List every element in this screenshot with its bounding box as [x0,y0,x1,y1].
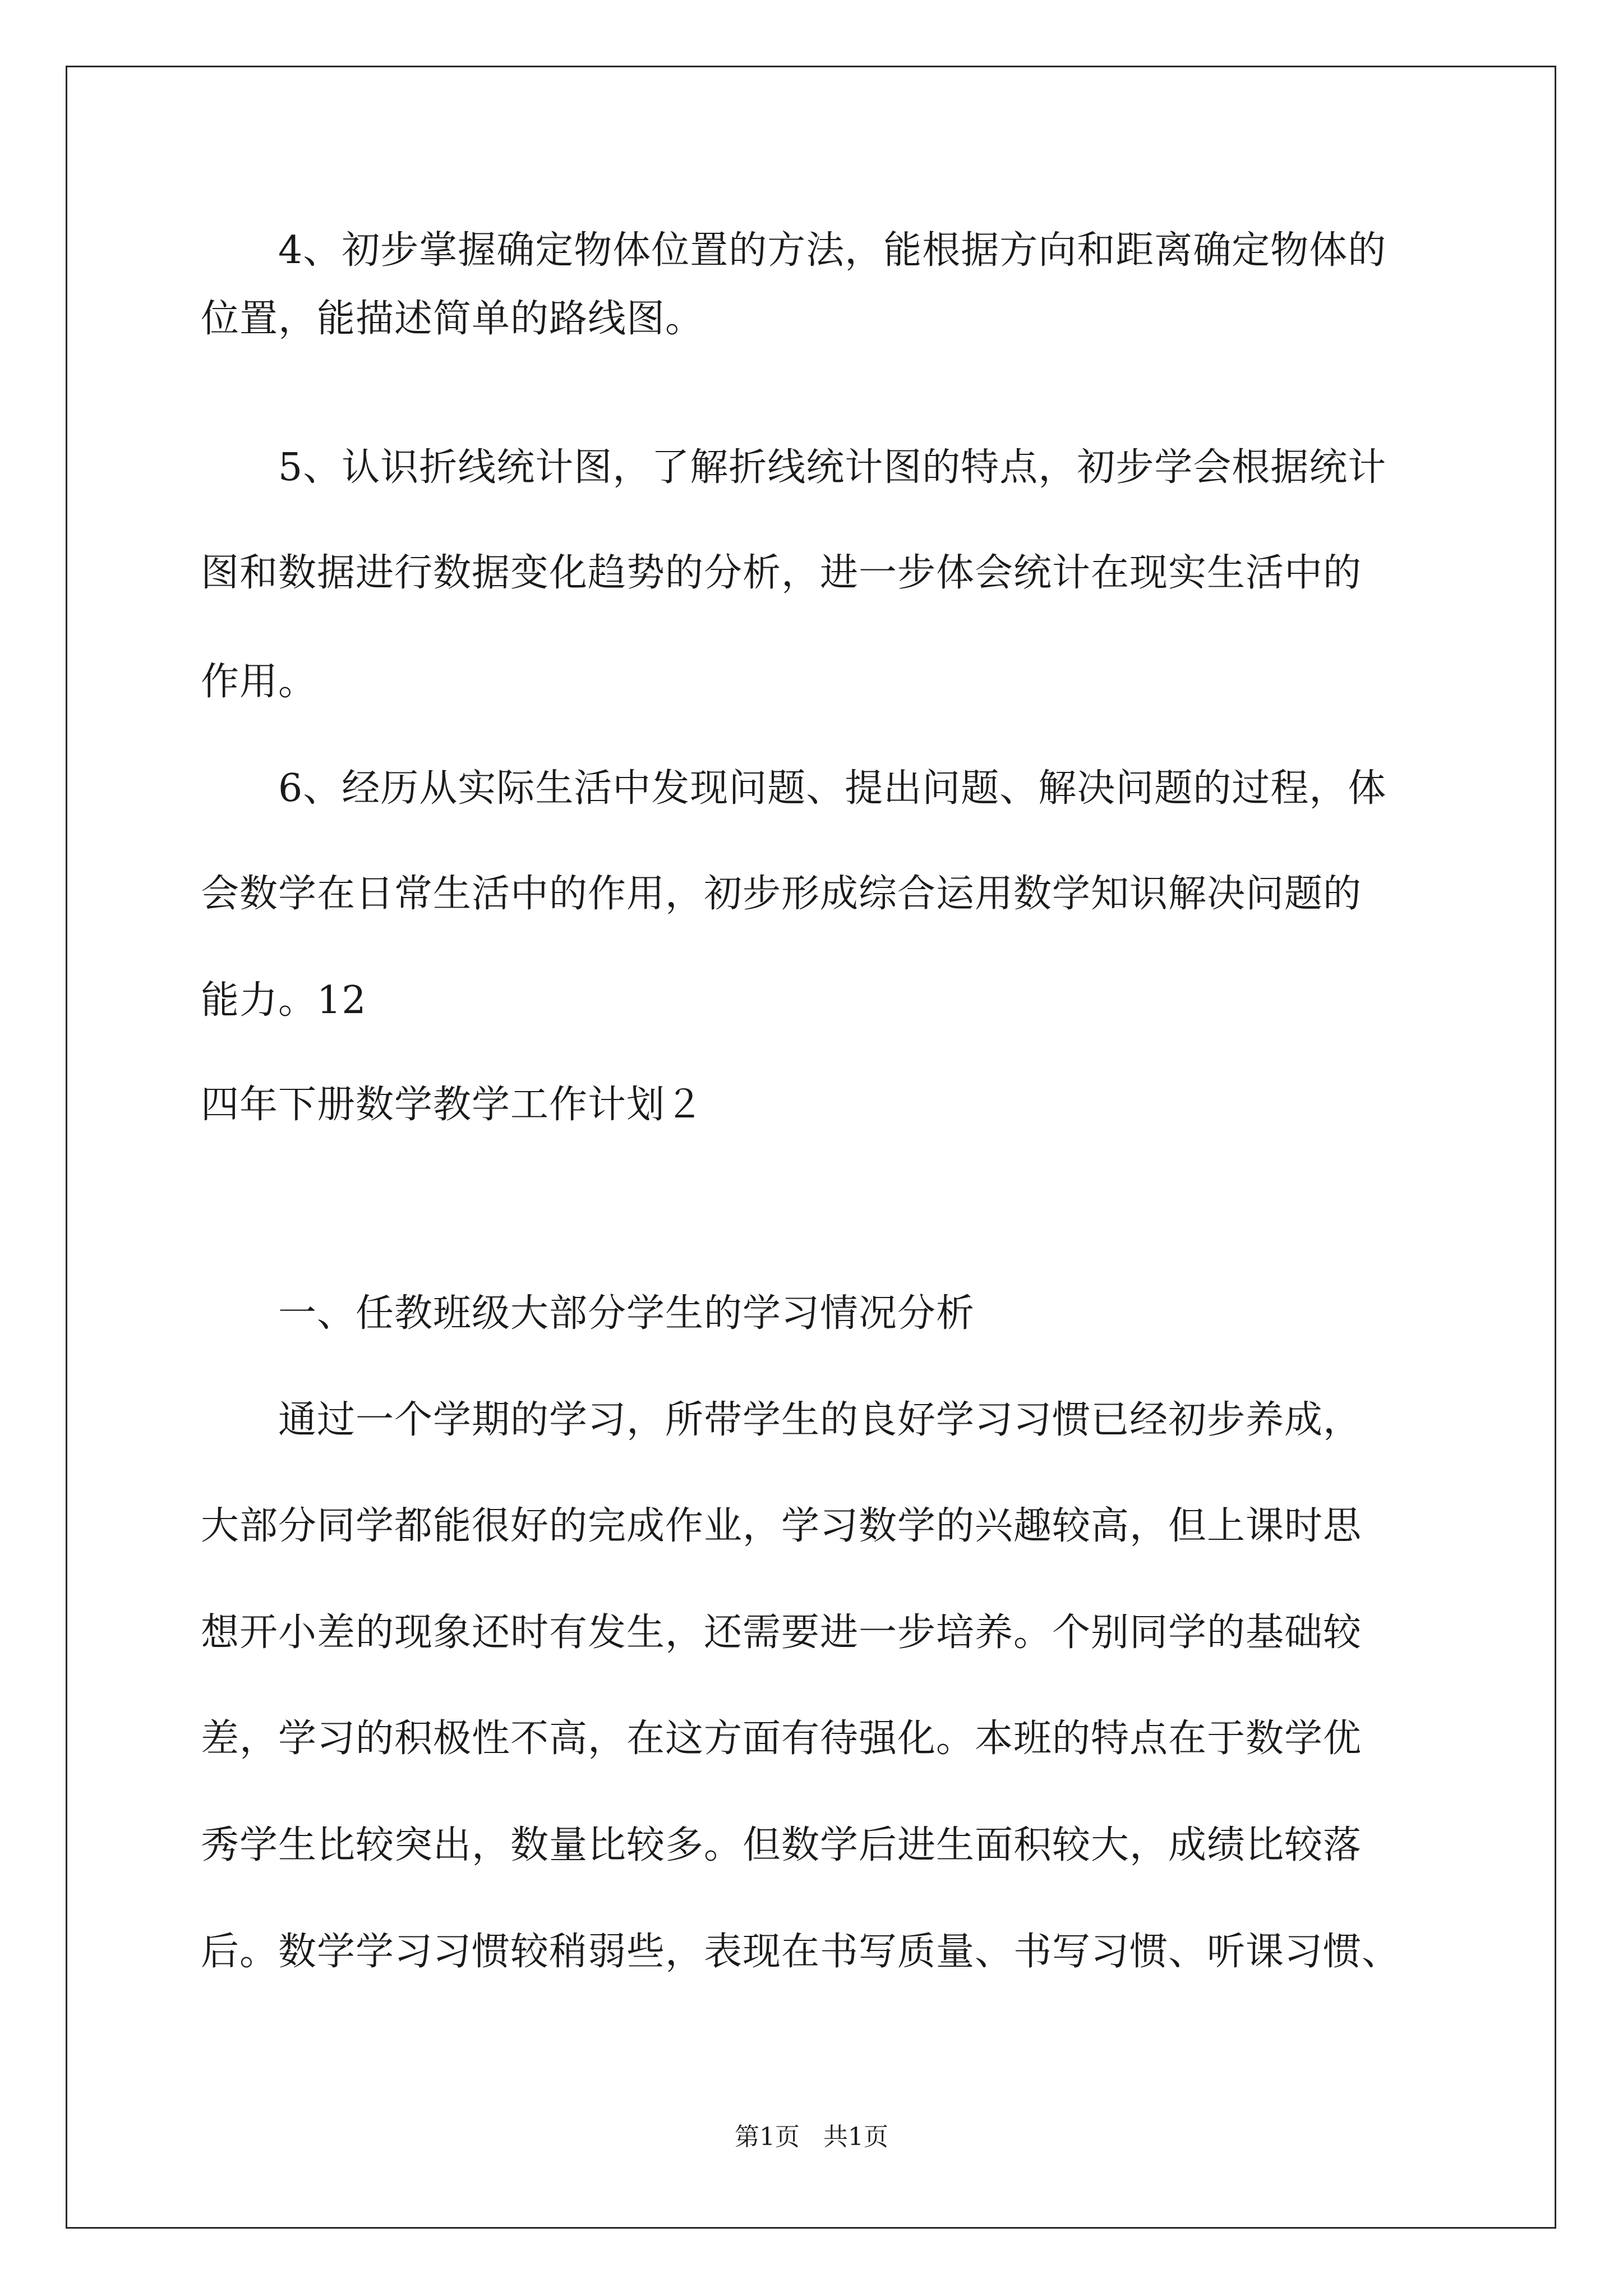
paragraph-7-line-1: 通过一个学期的学习，所带学生的良好学习习惯已经初步养成， [278,1398,1362,1442]
paragraph-7-line-2: 大部分同学都能很好的完成作业，学习数学的兴趣较高，但上课时思 [201,1504,1362,1548]
paragraph-4-line-2: 位置，能描述简单的路线图。 [201,297,704,341]
paragraph-5-line-3: 作用。 [201,660,317,704]
paragraph-4-line-1: 4、初步掌握确定物体位置的方法，能根据方向和距离确定物体的 [278,228,1387,273]
heading-1: 一、任教班级大部分学生的学习情况分析 [278,1291,975,1336]
page-footer: 第1页 共1页 [735,2123,888,2151]
section-title: 四年下册数学教学工作计划２ [201,1083,704,1127]
paragraph-7-line-3: 想开小差的现象还时有发生，还需要进一步培养。个别同学的基础较 [201,1611,1362,1655]
paragraph-7-line-6: 后。数学学习习惯较稍弱些，表现在书写质量、书写习惯、听课习惯、 [201,1930,1401,1974]
paragraph-6-line-3: 能力。12 [201,978,367,1023]
page-border [66,66,1556,2229]
paragraph-6-line-2: 会数学在日常生活中的作用，初步形成综合运用数学知识解决问题的 [201,872,1362,916]
paragraph-7-line-4: 差，学习的积极性不高，在这方面有待强化。本班的特点在于数学优 [201,1717,1362,1761]
paragraph-6-line-1: 6、经历从实际生活中发现问题、提出问题、解决问题的过程，体 [278,766,1387,811]
paragraph-5-line-2: 图和数据进行数据变化趋势的分析，进一步体会统计在现实生活中的 [201,551,1362,595]
paragraph-7-line-5: 秀学生比较突出，数量比较多。但数学后进生面积较大，成绩比较落 [201,1823,1362,1867]
paragraph-5-line-1: 5、认识折线统计图，了解折线统计图的特点，初步学会根据统计 [278,445,1387,490]
